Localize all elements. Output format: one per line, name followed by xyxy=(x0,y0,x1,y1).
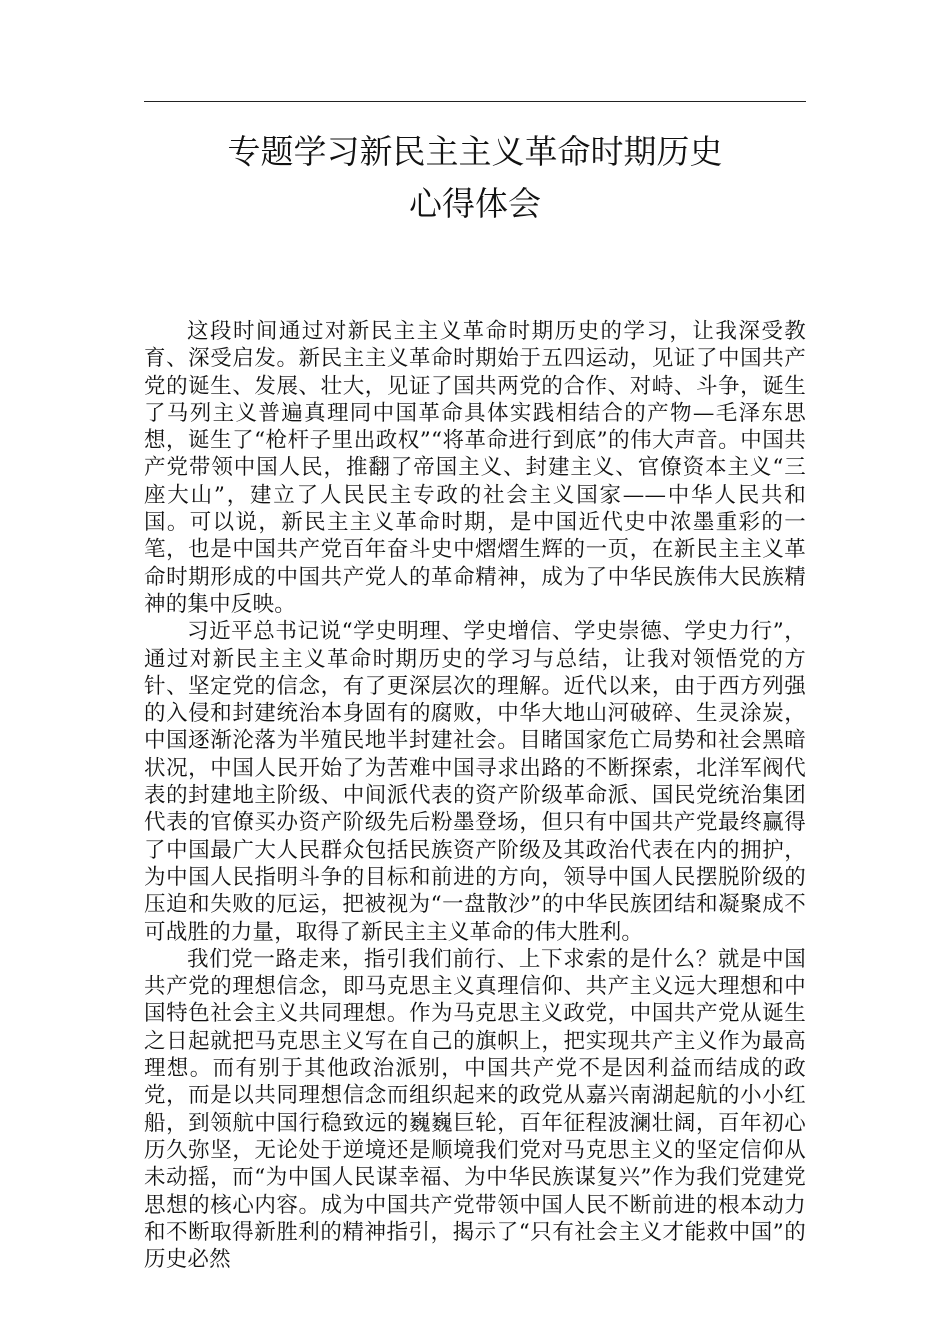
title-line-1: 专题学习新民主主义革命时期历史 xyxy=(227,132,723,171)
paragraph-2: 习近平总书记说“学史明理、学史增信、学史崇德、学史力行”，通过对新民主主义革命时期历史的学习与总结，让我对领悟党的方针、坚定党的信念，有了更深层次的理解。近代以来，由于西方列强的入侵和封建统治本身固有的腐败，中华大地山河破碎、生灵涂炭，中国逐渐沦落为半殖民地半封建社会。目睹国家危亡局势和社会黑暗状况，中国人民开始了为苦难中国寻求出路的不断探索，北洋军阀代表的封建地主阶级、中间派代表的资产阶级革命派、国民党统治集团代表的官僚买办资产阶级先后粉墨登场，但只有中国共产党最终赢得了中国最广大人民群众包括民族资产阶级及其政治代表在内的拥护，为中国人民指明斗争的目标和前进的方向，领导中国人民摆脱阶级的压迫和失败的厄运，把被视为“一盘散沙”的中华民族团结和凝聚成不可战胜的力量，取得了新民主主义革命的伟大胜利。 xyxy=(144,619,806,945)
document-body xyxy=(144,318,806,1273)
title-line-2: 心得体会 xyxy=(409,184,541,223)
paragraph-1: 这段时间通过对新民主主义革命时期历史的学习，让我深受教育、深受启发。新民主主义革命时期始于五四运动，见证了中国共产党的诞生、发展、壮大，见证了国共两党的合作、对峙、斗争，诞生了马列主义普遍真理同中国革命具体实践相结合的产物—毛泽东思想，诞生了“枪杆子里出政权”“将革命进行到底”的伟大声音。中国共产党带领中国人民，推翻了帝国主义、封建主义、官僚资本主义“三座大山”，建立了人民民主专政的社会主义国家——中华人民共和国。可以说，新民主主义革命时期，是中国近代史中浓墨重彩的一笔，也是中国共产党百年奋斗史中熠熠生辉的一页，在新民主主义革命时期形成的中国共产党人的革命精神，成为了中华民族伟大民族精神的集中反映。 xyxy=(144,319,806,617)
top-rule xyxy=(144,101,806,102)
paragraph-3: 我们党一路走来，指引我们前行、上下求索的是什么？就是中国共产党的理想信念，即马克思主义真理信仰、共产主义远大理想和中国特色社会主义共同理想。作为马克思主义政党，中国共产党从诞生之日起就把马克思主义写在自己的旗帜上，把实现共产主义作为最高理想。而有别于其他政治派别，中国共产党不是因利益而结成的政党，而是以共同理想信念而组织起来的政党从嘉兴南湖起航的小小红船，到领航中国行稳致远的巍巍巨轮，百年征程波澜壮阔，百年初心历久弥坚，无论处于逆境还是顺境我们党对马克思主义的坚定信仰从未动摇，而“为中国人民谋幸福、为中华民族谋复兴”作为我们党建党思想的核心内容。成为中国共产党带领中国人民不断前进的根本动力和不断取得新胜利的精神指引，揭示了“只有社会主义才能救中国”的历史必然 xyxy=(144,946,806,1273)
document-title xyxy=(144,126,806,230)
